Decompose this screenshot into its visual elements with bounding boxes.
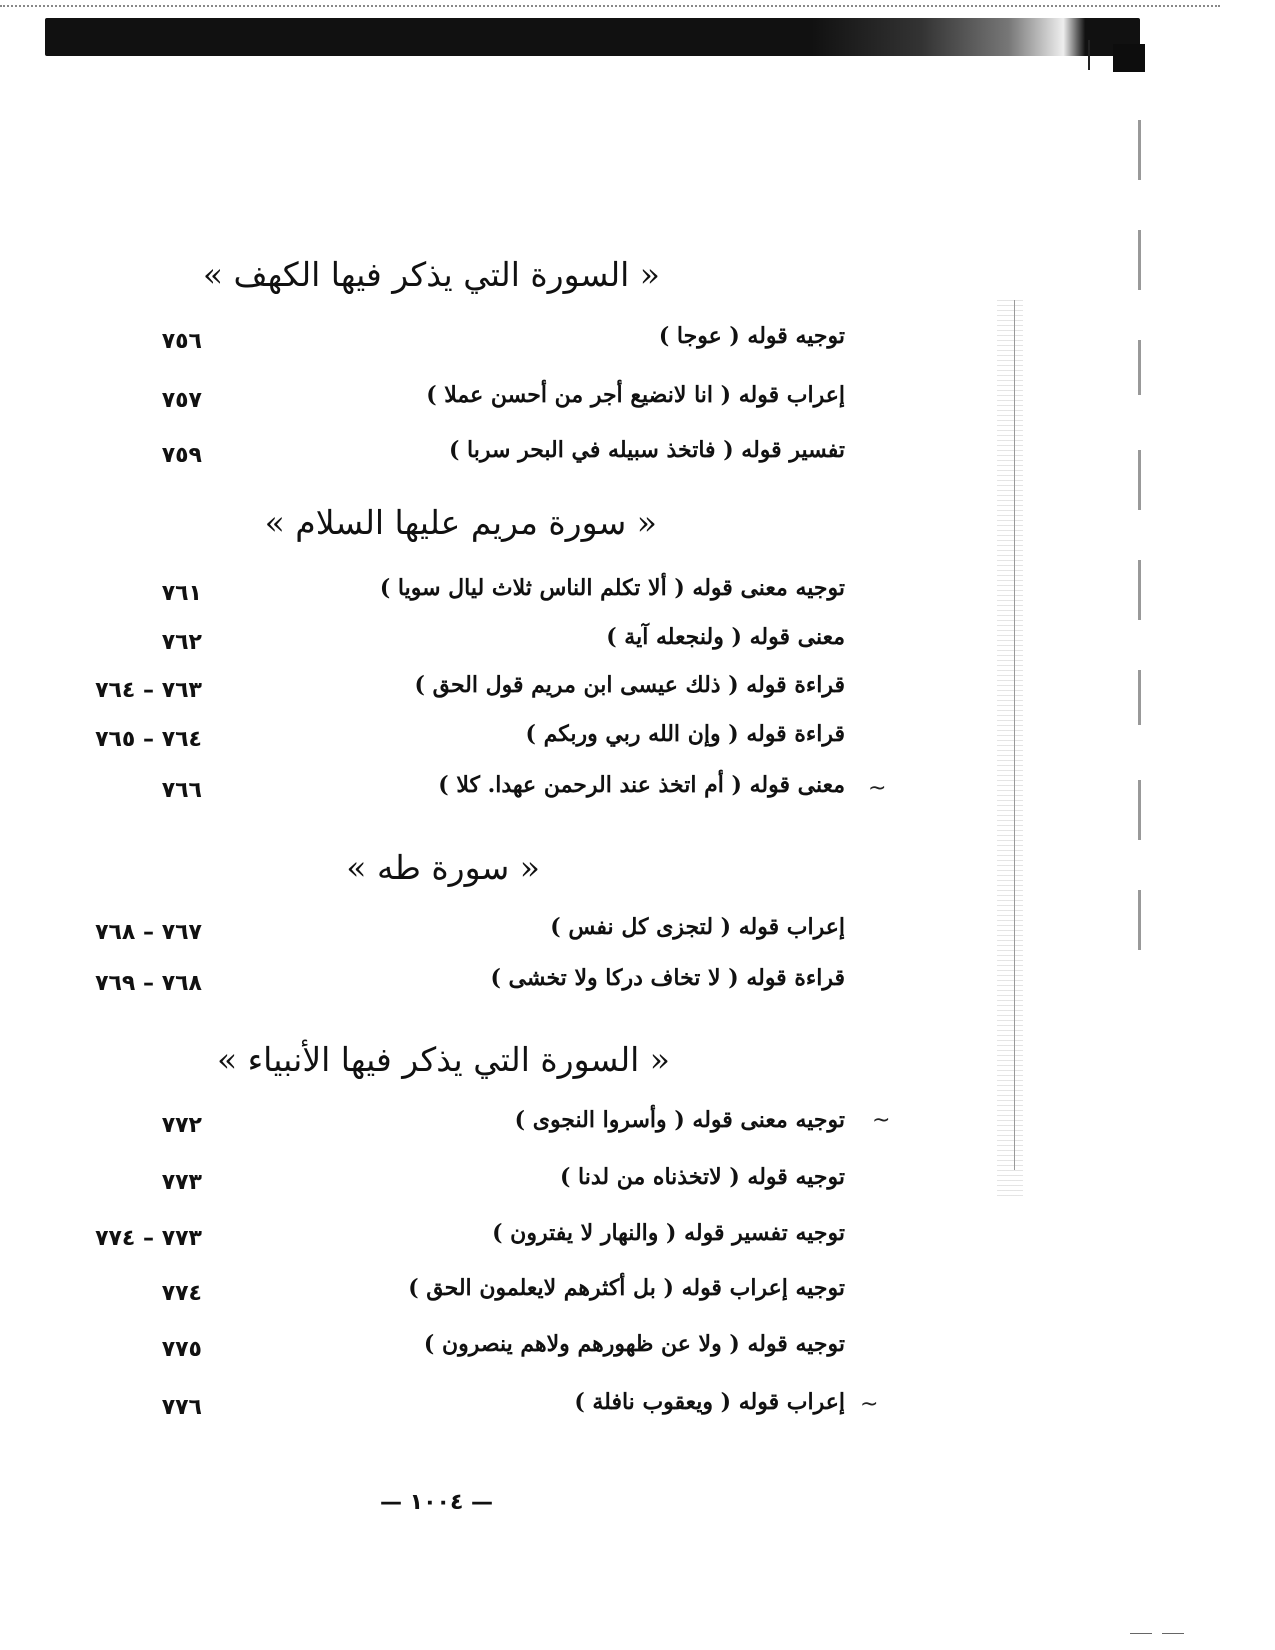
entry-pages: ٧٦٧ – ٧٦٨ (95, 920, 202, 945)
index-entry (0, 721, 1275, 765)
entry-pages: ٧٦٨ – ٧٦٩ (95, 971, 202, 996)
entry-pages: ٧٧٤ (161, 1281, 202, 1306)
entry-text: قراءة قوله ( ذلك عيسى ابن مريم قول الحق ) (414, 672, 845, 698)
entry-pages: ٧٦٣ – ٧٦٤ (95, 678, 202, 703)
entry-text: إعراب قوله ( انا لانضيع أجر من أحسن عملا ) (426, 382, 845, 408)
index-entry (0, 914, 1275, 958)
entry-text: قراءة قوله ( وإن الله ربي وربكم ) (525, 721, 845, 747)
entry-pages: ٧٦٢ (161, 630, 202, 655)
entry-pages: ٧٧٣ (161, 1170, 202, 1195)
entry-text: توجيه قوله ( عوجا ) (658, 323, 845, 349)
entry-text: توجيه معنى قوله ( وأسروا النجوى ) (514, 1107, 845, 1133)
entry-text: توجيه قوله ( ولا عن ظهورهم ولاهم ينصرون ) (423, 1331, 845, 1357)
bottom-mark (1162, 1633, 1184, 1634)
entry-text: تفسير قوله ( فاتخذ سبيله في البحر سربا ) (448, 437, 845, 463)
index-entry (0, 437, 1275, 481)
entry-text: قراءة قوله ( لا تخاف دركا ولا تخشى ) (490, 965, 845, 991)
entry-text: إعراب قوله ( لتجزى كل نفس ) (550, 914, 845, 940)
section-title-maryam: « سورة مريم عليها السلام » (264, 503, 657, 542)
index-entry (0, 672, 1275, 716)
index-entry (0, 772, 1275, 816)
entry-pages: ٧٧٥ (161, 1337, 202, 1362)
index-entry (0, 1220, 1275, 1264)
entry-pages: ٧٧٣ – ٧٧٤ (95, 1226, 202, 1251)
section-title-kahf: « السورة التي يذكر فيها الكهف » (202, 255, 660, 294)
margin-mark: ~ (868, 776, 887, 801)
margin-mark: ~ (860, 1392, 879, 1417)
index-entry (0, 382, 1275, 426)
entry-pages: ٧٦٦ (161, 778, 202, 803)
entry-pages: ٧٥٧ (161, 388, 202, 413)
section-title-taha: « سورة طه » (346, 848, 540, 887)
bottom-mark (1130, 1633, 1152, 1634)
entry-text: معنى قوله ( أم اتخذ عند الرحمن عهدا. كلا ) (438, 772, 845, 798)
scan-bottom-marks (1130, 1614, 1190, 1634)
index-entry (0, 624, 1275, 668)
entry-text: توجيه إعراب قوله ( بل أكثرهم لايعلمون الحق ) (408, 1275, 845, 1301)
index-entry (0, 1275, 1275, 1319)
entry-text: توجيه معنى قوله ( ألا تكلم الناس ثلاث ليال سويا ) (379, 575, 845, 601)
index-entry (0, 1164, 1275, 1208)
entry-pages: ٧٦١ (161, 581, 202, 606)
index-entry (0, 575, 1275, 619)
section-title-anbiya: « السورة التي يذكر فيها الأنبياء » (216, 1040, 670, 1079)
entry-pages: ٧٥٦ (161, 329, 202, 354)
entry-text: توجيه قوله ( لاتخذناه من لدنا ) (559, 1164, 845, 1190)
entry-pages: ٧٦٤ – ٧٦٥ (95, 727, 202, 752)
index-entry (0, 1107, 1275, 1151)
margin-mark: ~ (872, 1108, 891, 1133)
entry-text: توجيه تفسير قوله ( والنهار لا يفترون ) (492, 1220, 845, 1246)
index-entry (0, 1331, 1275, 1375)
index-entry (0, 323, 1275, 367)
page-number: — ١٠٠٤ — (380, 1490, 494, 1515)
index-entry (0, 1389, 1275, 1433)
entry-text: إعراب قوله ( ويعقوب نافلة ) (574, 1389, 845, 1415)
entry-pages: ٧٧٦ (161, 1395, 202, 1420)
entry-pages: ٧٧٢ (161, 1113, 202, 1138)
index-entry (0, 965, 1275, 1009)
entry-pages: ٧٥٩ (161, 443, 202, 468)
entry-text: معنى قوله ( ولنجعله آية ) (606, 624, 845, 650)
